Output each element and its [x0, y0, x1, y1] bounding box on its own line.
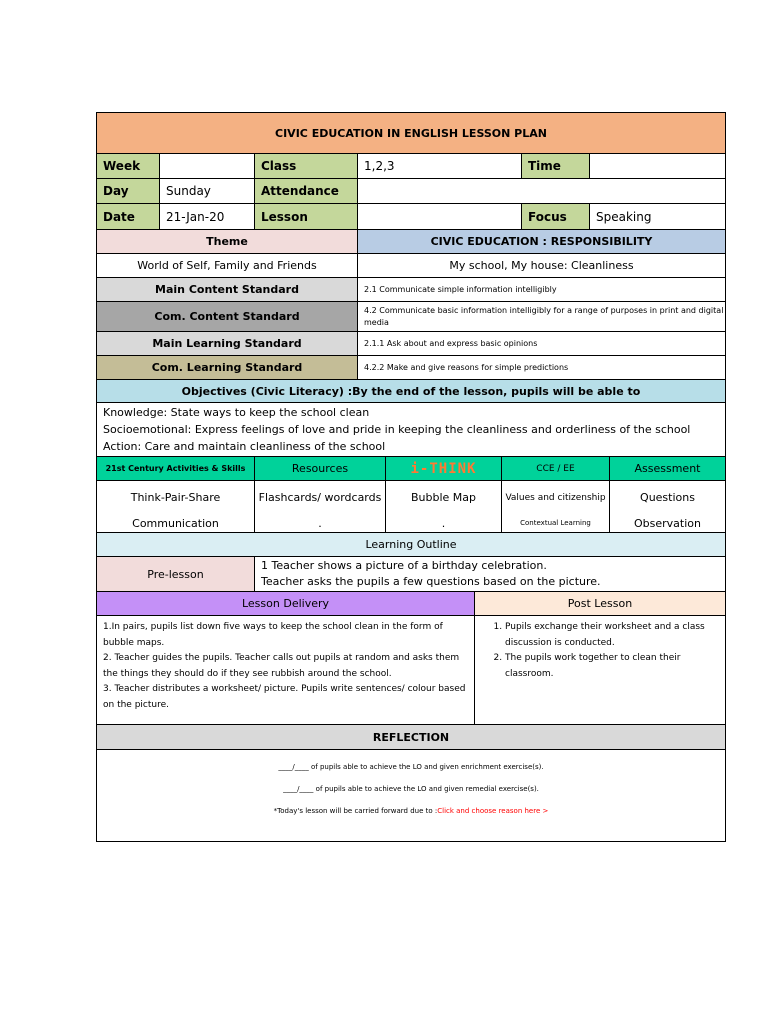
assessment-2: Observation: [609, 514, 725, 532]
com-content-standard-label: Com. Content Standard: [97, 302, 357, 331]
reflection-remedial: ____/____ of pupils able to achieve the LO and given remedial exercise(s).: [283, 785, 539, 793]
day-value[interactable]: Sunday: [159, 179, 254, 203]
post-lesson-heading: Post Lesson: [474, 592, 725, 615]
pre-lesson-line-2: Teacher asks the pupils a few questions based on the picture.: [261, 575, 601, 588]
pre-lesson-label: Pre-lesson: [97, 557, 254, 591]
lesson-plan-title: CIVIC EDUCATION IN ENGLISH LESSON PLAN: [97, 113, 725, 153]
main-learning-standard-value: 2.1.1 Ask about and express basic opinions: [357, 332, 725, 355]
resources-header: Resources: [254, 457, 385, 480]
activities-header: 21st Century Activities & Skills: [97, 457, 254, 480]
objective-socioemotional: Socioemotional: Express feelings of love and pride in keeping the cleanliness and orderliness of the school: [103, 423, 691, 436]
date-value[interactable]: 21-Jan-20: [159, 204, 254, 229]
assessment-1: Questions: [609, 481, 725, 514]
cce-ee-1: Values and citizenship: [501, 481, 609, 514]
lesson-label: Lesson: [254, 204, 357, 229]
post-lesson-item-2: 2. The pupils work together to clean their classroom.: [505, 651, 719, 682]
ithink-2: .: [385, 514, 501, 532]
ithink-header: [385, 457, 501, 480]
post-lesson-item-1: 1. Pupils exchange their worksheet and a class discussion is conducted.: [505, 620, 719, 651]
lesson-delivery-body: [97, 616, 474, 724]
lesson-plan-table: [96, 112, 726, 842]
cce-ee-header: CCE / EE: [501, 457, 609, 480]
focus-value[interactable]: Speaking: [589, 204, 725, 229]
delivery-step-3: 3. Teacher distributes a worksheet/ picture. Pupils write sentences/ colour based on the picture.: [103, 684, 466, 710]
objective-knowledge: Knowledge: State ways to keep the school clean: [103, 406, 370, 419]
day-label: Day: [97, 179, 159, 203]
reflection-carried-forward: [274, 800, 549, 822]
activity-skill-2: Communication: [132, 516, 219, 530]
delivery-step-2: 2. Teacher guides the pupils. Teacher calls out pupils at random and asks them the things they should do if they see rubbish around the school.: [103, 653, 460, 679]
attendance-value[interactable]: [357, 179, 725, 203]
main-content-standard-label: Main Content Standard: [97, 278, 357, 301]
lesson-delivery-heading: Lesson Delivery: [97, 592, 474, 615]
topic-value: My school, My house: Cleanliness: [357, 254, 725, 277]
com-content-standard-value: 4.2 Communicate basic information intelligibly for a range of purposes in print and digital media: [357, 302, 725, 331]
objectives-heading: Objectives (Civic Literacy) :By the end of the lesson, pupils will be able to: [97, 380, 725, 402]
com-learning-standard-label: Com. Learning Standard: [97, 356, 357, 379]
objective-action: Action: Care and maintain cleanliness of the school: [103, 440, 386, 453]
ithink-logo: i-THINK: [410, 460, 477, 477]
carried-forward-text: *Today's lesson will be carried forward due to :: [273, 807, 438, 815]
time-value[interactable]: [589, 154, 725, 178]
theme-value: World of Self, Family and Friends: [137, 259, 317, 272]
objectives-body: [97, 403, 725, 456]
cce-ee-2: Contextual Learning: [501, 514, 609, 532]
lesson-value[interactable]: [357, 204, 521, 229]
focus-label: Focus: [521, 204, 589, 229]
reflection-heading: REFLECTION: [97, 725, 725, 749]
ithink-1: Bubble Map: [385, 481, 501, 514]
delivery-step-1: 1.In pairs, pupils list down five ways to keep the school clean in the form of bubble maps.: [103, 622, 443, 648]
theme-title: CIVIC EDUCATION : RESPONSIBILITY: [357, 230, 725, 253]
com-learning-standard-value: 4.2.2 Make and give reasons for simple predictions: [357, 356, 725, 379]
post-lesson-body: [474, 616, 725, 724]
time-label: Time: [521, 154, 589, 178]
assessment-header: Assessment: [609, 457, 725, 480]
reflection-body: [97, 750, 725, 841]
pre-lesson-line-1: 1 Teacher shows a picture of a birthday celebration.: [261, 559, 547, 572]
week-value[interactable]: [159, 154, 254, 178]
post-lesson-list: [481, 620, 719, 682]
theme-label: Theme: [97, 230, 357, 253]
main-learning-standard-label: Main Learning Standard: [97, 332, 357, 355]
date-label: Date: [97, 204, 159, 229]
choose-reason-link[interactable]: Click and choose reason here >: [437, 807, 549, 815]
week-label: Week: [97, 154, 159, 178]
attendance-label: Attendance: [254, 179, 357, 203]
pre-lesson-body: [254, 557, 725, 591]
activity-skill-1: Think-Pair-Share: [130, 491, 221, 504]
resource-1: Flashcards/ wordcards: [254, 481, 385, 514]
resource-2: .: [254, 514, 385, 532]
reflection-enrichment: ____/____ of pupils able to achieve the LO and given enrichment exercise(s).: [278, 763, 544, 771]
class-value[interactable]: 1,2,3: [357, 154, 521, 178]
learning-outline-heading: Learning Outline: [97, 533, 725, 556]
main-content-standard-value: 2.1 Communicate simple information intelligibly: [357, 278, 725, 301]
class-label: Class: [254, 154, 357, 178]
